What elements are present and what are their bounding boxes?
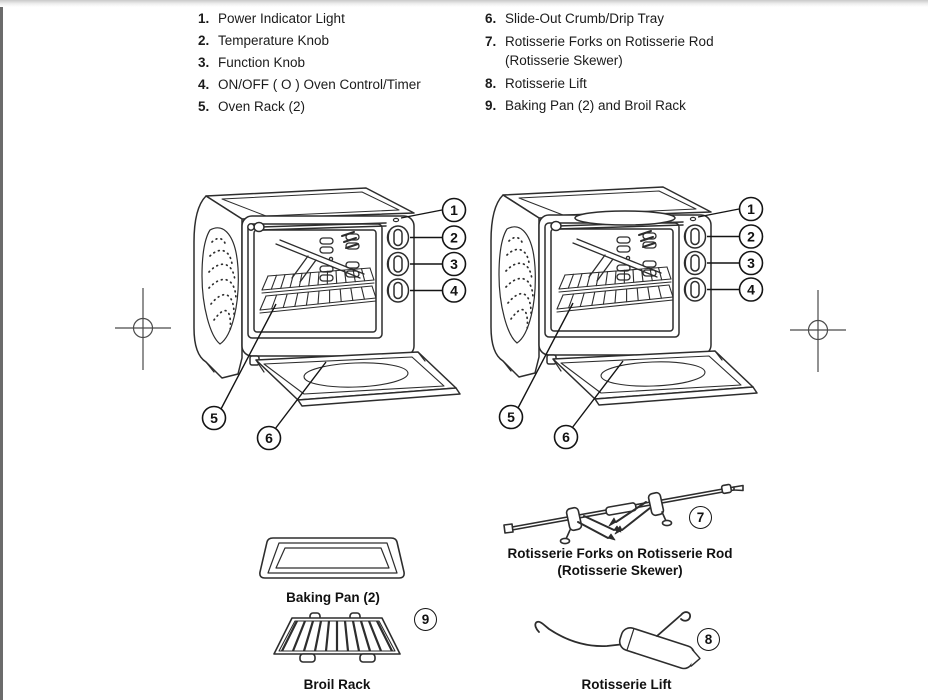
rotisserie-lift-label: Rotisserie Lift bbox=[581, 677, 672, 692]
item-text-line2: (Rotisserie Skewer) bbox=[505, 53, 623, 68]
callout-4: 4 bbox=[747, 281, 755, 298]
item-text: Oven Rack (2) bbox=[218, 99, 306, 114]
parts-list-left-column bbox=[198, 8, 421, 118]
rotisserie-handle-knob bbox=[248, 224, 254, 230]
oven-diagram-left bbox=[180, 180, 480, 460]
callout-3: 3 bbox=[450, 256, 458, 272]
item-text: Rotisserie Lift bbox=[505, 76, 587, 91]
parts-list-item bbox=[485, 32, 714, 70]
item-number: 7. bbox=[485, 34, 497, 49]
callout-2: 2 bbox=[450, 229, 458, 246]
registration-mark-right bbox=[788, 290, 850, 372]
item-number: 9. bbox=[485, 98, 497, 113]
callout-1: 1 bbox=[450, 202, 458, 218]
broil-rack-label: Broil Rack bbox=[303, 677, 371, 692]
item-text: Slide-Out Crumb/Drip Tray bbox=[505, 11, 665, 26]
parts-list-item bbox=[198, 96, 421, 118]
callout-5: 5 bbox=[507, 409, 515, 425]
callout-8: 8 bbox=[697, 628, 720, 651]
item-number: 8. bbox=[485, 76, 497, 91]
door-handle bbox=[575, 211, 675, 225]
item-number: 5. bbox=[198, 99, 210, 114]
callout-1: 1 bbox=[747, 201, 755, 217]
baking-pan-illustration bbox=[253, 532, 413, 592]
item-number: 4. bbox=[198, 77, 210, 92]
item-text: Function Knob bbox=[218, 55, 306, 70]
callout-2: 2 bbox=[747, 228, 755, 245]
callout-4: 4 bbox=[450, 282, 458, 299]
item-number: 1. bbox=[198, 11, 210, 26]
callout-7: 7 bbox=[689, 506, 712, 529]
parts-list-item bbox=[198, 8, 421, 30]
item-number: 2. bbox=[198, 33, 210, 48]
broil-rack-illustration bbox=[262, 610, 412, 672]
item-text: ON/OFF ( O ) Oven Control/Timer bbox=[218, 77, 421, 92]
scan-edge-left bbox=[0, 0, 3, 700]
item-text bbox=[505, 32, 714, 70]
rotisserie-lift-illustration bbox=[505, 596, 720, 671]
rotisserie-forks-illustration bbox=[498, 472, 748, 547]
parts-list-item bbox=[485, 8, 714, 30]
item-number: 6. bbox=[485, 11, 497, 26]
parts-list-right-column bbox=[485, 8, 714, 117]
parts-list-item bbox=[485, 95, 714, 117]
item-text-line1: Rotisserie Forks on Rotisserie Rod bbox=[505, 34, 714, 49]
callout-6: 6 bbox=[562, 429, 570, 445]
rotisserie-forks-label-line2: (Rotisserie Skewer) bbox=[557, 563, 683, 578]
oven-diagram-right bbox=[477, 179, 777, 459]
callout-6: 6 bbox=[265, 430, 273, 446]
item-number: 3. bbox=[198, 55, 210, 70]
item-text: Temperature Knob bbox=[218, 33, 330, 48]
parts-list-item bbox=[198, 30, 421, 52]
item-text: Baking Pan (2) and Broil Rack bbox=[505, 98, 686, 113]
callout-5: 5 bbox=[210, 410, 218, 426]
registration-mark-left bbox=[110, 288, 176, 370]
rotisserie-forks-label-line1: Rotisserie Forks on Rotisserie Rod bbox=[507, 546, 733, 561]
scan-edge-top bbox=[0, 0, 928, 7]
callout-9: 9 bbox=[414, 608, 437, 631]
callout-3: 3 bbox=[747, 255, 755, 271]
parts-list-item bbox=[485, 73, 714, 95]
item-text: Power Indicator Light bbox=[218, 11, 345, 26]
parts-list-item bbox=[198, 74, 421, 96]
parts-list-item bbox=[198, 52, 421, 74]
baking-pan-label: Baking Pan (2) bbox=[286, 590, 380, 605]
